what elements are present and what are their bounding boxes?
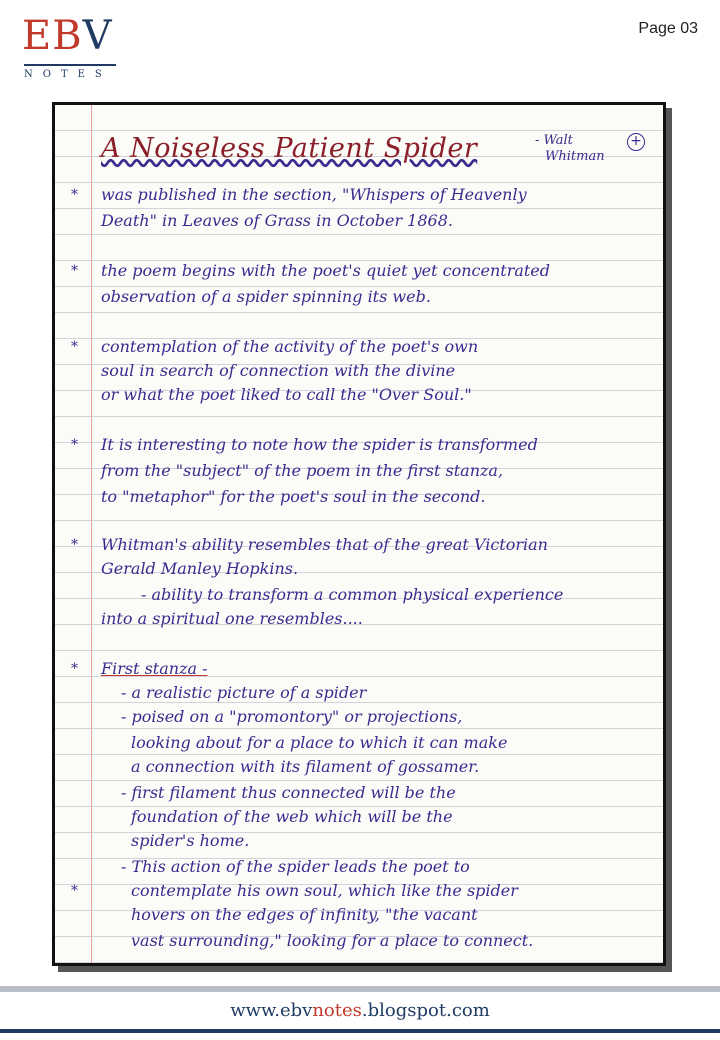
note-line: vast surrounding," looking for a place to connect. bbox=[131, 931, 534, 950]
note-line: contemplate his own soul, which like the spider bbox=[131, 881, 518, 900]
note-line: from the "subject" of the poem in the first stanza, bbox=[101, 461, 504, 480]
note-line: Whitman's ability resembles that of the great Victorian bbox=[101, 535, 548, 554]
note-line: into a spiritual one resembles.... bbox=[101, 609, 363, 628]
notebook-page bbox=[52, 102, 666, 966]
bullet-marker: * bbox=[71, 661, 78, 677]
footer-divider-bottom bbox=[0, 1029, 720, 1033]
note-line: soul in search of connection with the divine bbox=[101, 361, 456, 380]
note-line: Gerald Manley Hopkins. bbox=[101, 559, 299, 578]
author-line-2: Whitman bbox=[545, 149, 605, 164]
note-line: hovers on the edges of infinity, "the vacant bbox=[131, 905, 478, 924]
footer-divider-top bbox=[0, 986, 720, 992]
note-line: to "metaphor" for the poet's soul in the second. bbox=[101, 487, 486, 506]
logo-wordmark: EBV bbox=[22, 13, 113, 59]
note-line: First stanza - bbox=[101, 659, 208, 678]
note-title: A Noiseless Patient Spider bbox=[101, 133, 478, 164]
logo-subtitle: NOTES bbox=[24, 69, 112, 80]
note-line: observation of a spider spinning its web. bbox=[101, 287, 431, 306]
bullet-marker: * bbox=[71, 339, 78, 355]
note-line: contemplation of the activity of the poet's own bbox=[101, 337, 479, 356]
note-line: the poem begins with the poet's quiet yet concentrated bbox=[101, 261, 551, 280]
page-number: Page 03 bbox=[638, 20, 698, 37]
note-line: - a realistic picture of a spider bbox=[121, 683, 367, 702]
bullet-marker: * bbox=[71, 187, 78, 203]
bullet-marker: * bbox=[71, 537, 78, 553]
note-line: looking about for a place to which it can make bbox=[131, 733, 508, 752]
note-line: - ability to transform a common physical experience bbox=[141, 585, 564, 604]
logo-divider bbox=[24, 64, 116, 66]
note-line: It is interesting to note how the spider is transformed bbox=[101, 435, 538, 454]
bullet-marker: * bbox=[71, 437, 78, 453]
footer-url[interactable]: www.ebvnotes.blogspot.com bbox=[230, 1000, 490, 1021]
bullet-marker: * bbox=[71, 883, 78, 899]
note-line: foundation of the web which will be the bbox=[131, 807, 453, 826]
note-line: Death" in Leaves of Grass in October 1868. bbox=[101, 211, 453, 230]
bullet-marker: * bbox=[71, 263, 78, 279]
note-line: was published in the section, "Whispers of Heavenly bbox=[101, 185, 527, 204]
note-line: - This action of the spider leads the poet to bbox=[121, 857, 470, 876]
note-line: a connection with its filament of gossamer. bbox=[131, 757, 480, 776]
ebv-notes-logo bbox=[22, 14, 122, 84]
note-author bbox=[535, 133, 605, 165]
circled-plus-mark: + bbox=[627, 133, 645, 151]
author-line-1: - Walt bbox=[535, 133, 573, 148]
note-line: or what the poet liked to call the "Over Soul." bbox=[101, 385, 472, 404]
note-line: spider's home. bbox=[131, 831, 250, 850]
note-line: - poised on a "promontory" or projections, bbox=[121, 707, 463, 726]
note-line: - first filament thus connected will be the bbox=[121, 783, 456, 802]
